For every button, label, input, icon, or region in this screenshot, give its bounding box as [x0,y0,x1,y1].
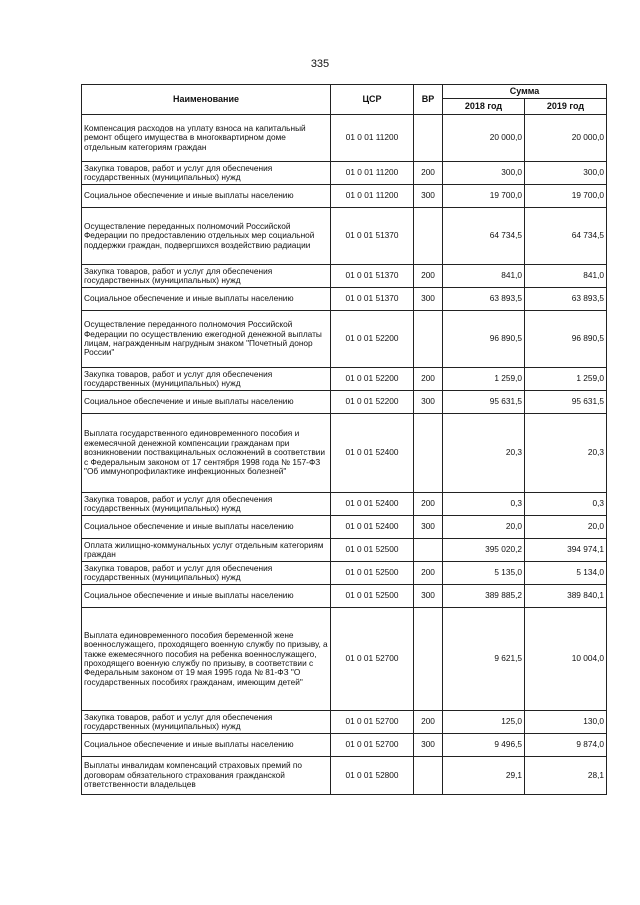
row-name: Социальное обеспечение и иные выплаты населению [82,185,331,208]
row-amount-2018: 20,0 [443,516,525,539]
row-csr-code: 01 0 01 52700 [331,608,414,711]
row-amount-2018: 63 893,5 [443,288,525,311]
row-vr-code: 300 [414,585,443,608]
table-row [82,757,607,795]
row-amount-2019: 841,0 [525,265,607,288]
row-amount-2018: 9 621,5 [443,608,525,711]
row-amount-2019: 130,0 [525,711,607,734]
page-number: 335 [310,58,330,70]
header-sum: Сумма [443,85,607,99]
row-amount-2019: 20 000,0 [525,115,607,162]
row-csr-code: 01 0 01 52700 [331,734,414,757]
budget-table [81,84,607,795]
row-name: Социальное обеспечение и иные выплаты населению [82,516,331,539]
row-name: Социальное обеспечение и иные выплаты населению [82,734,331,757]
table-body [82,115,607,795]
row-name: Закупка товаров, работ и услуг для обеспечения государственных (муниципальных) нужд [82,162,331,185]
table-row [82,539,607,562]
table-row [82,288,607,311]
row-name: Закупка товаров, работ и услуг для обеспечения государственных (муниципальных) нужд [82,562,331,585]
row-amount-2018: 395 020,2 [443,539,525,562]
row-vr-code [414,539,443,562]
header-2018: 2018 год [443,99,525,115]
row-amount-2018: 0,3 [443,493,525,516]
row-amount-2019: 63 893,5 [525,288,607,311]
row-amount-2019: 28,1 [525,757,607,795]
table-row [82,265,607,288]
row-vr-code: 300 [414,516,443,539]
row-amount-2019: 9 874,0 [525,734,607,757]
row-amount-2019: 20,0 [525,516,607,539]
row-amount-2018: 19 700,0 [443,185,525,208]
row-csr-code: 01 0 01 52400 [331,516,414,539]
row-amount-2018: 29,1 [443,757,525,795]
row-vr-code: 300 [414,185,443,208]
row-name: Выплата единовременного пособия беременной жене военнослужащего, проходящего военную службу по призыву, а также ежемесячного пособия на ребенка военнослужащего, проходящего военную службу по призыву, в соответствии с Федеральным законом от 19 мая 1995 года № 81-ФЗ "О государственных пособиях гражданам, имеющим детей" [82,608,331,711]
row-name: Социальное обеспечение и иные выплаты населению [82,391,331,414]
row-name: Социальное обеспечение и иные выплаты населению [82,585,331,608]
row-csr-code: 01 0 01 52400 [331,414,414,493]
row-amount-2019: 64 734,5 [525,208,607,265]
header-vr: ВР [414,85,443,115]
row-amount-2019: 389 840,1 [525,585,607,608]
row-csr-code: 01 0 01 11200 [331,115,414,162]
row-name: Компенсация расходов на уплату взноса на капитальный ремонт общего имущества в многоквартирном доме отдельным категориям граждан [82,115,331,162]
row-amount-2018: 64 734,5 [443,208,525,265]
row-name: Оплата жилищно-коммунальных услуг отдельным категориям граждан [82,539,331,562]
row-name: Закупка товаров, работ и услуг для обеспечения государственных (муниципальных) нужд [82,265,331,288]
row-vr-code [414,757,443,795]
row-name: Социальное обеспечение и иные выплаты населению [82,288,331,311]
row-name: Закупка товаров, работ и услуг для обеспечения государственных (муниципальных) нужд [82,711,331,734]
row-csr-code: 01 0 01 51370 [331,208,414,265]
row-vr-code [414,608,443,711]
table-row [82,734,607,757]
table-row [82,115,607,162]
row-amount-2019: 19 700,0 [525,185,607,208]
row-amount-2019: 0,3 [525,493,607,516]
row-name: Осуществление переданных полномочий Российской Федерации по предоставлению отдельных мер социальной поддержки граждан, подвергшихся воздействию радиации [82,208,331,265]
table-row [82,493,607,516]
row-csr-code: 01 0 01 52500 [331,585,414,608]
table-row [82,414,607,493]
table-row [82,711,607,734]
row-amount-2018: 841,0 [443,265,525,288]
row-vr-code: 300 [414,391,443,414]
row-csr-code: 01 0 01 52800 [331,757,414,795]
row-csr-code: 01 0 01 11200 [331,162,414,185]
row-csr-code: 01 0 01 52700 [331,711,414,734]
table-row [82,608,607,711]
row-csr-code: 01 0 01 52500 [331,539,414,562]
row-vr-code: 300 [414,288,443,311]
row-name: Осуществление переданного полномочия Российской Федерации по осуществлению ежегодной денежной выплаты лицам, награжденным нагрудным знаком "Почетный донор России" [82,311,331,368]
row-amount-2018: 96 890,5 [443,311,525,368]
row-vr-code: 200 [414,265,443,288]
row-csr-code: 01 0 01 52500 [331,562,414,585]
row-amount-2019: 300,0 [525,162,607,185]
row-amount-2018: 1 259,0 [443,368,525,391]
row-vr-code [414,115,443,162]
table-row [82,208,607,265]
row-amount-2019: 5 134,0 [525,562,607,585]
row-amount-2018: 389 885,2 [443,585,525,608]
row-amount-2018: 95 631,5 [443,391,525,414]
row-amount-2018: 20 000,0 [443,115,525,162]
row-amount-2018: 20,3 [443,414,525,493]
header-csr: ЦСР [331,85,414,115]
row-amount-2018: 5 135,0 [443,562,525,585]
row-name: Закупка товаров, работ и услуг для обеспечения государственных (муниципальных) нужд [82,493,331,516]
row-vr-code: 200 [414,493,443,516]
row-amount-2019: 20,3 [525,414,607,493]
table-row [82,162,607,185]
row-vr-code: 200 [414,368,443,391]
table-row [82,368,607,391]
row-amount-2018: 125,0 [443,711,525,734]
table-row [82,585,607,608]
row-vr-code: 200 [414,562,443,585]
table-row [82,562,607,585]
header-2019: 2019 год [525,99,607,115]
table-row [82,311,607,368]
row-vr-code [414,414,443,493]
header-name: Наименование [82,85,331,115]
row-amount-2019: 95 631,5 [525,391,607,414]
row-name: Выплата государственного единовременного пособия и ежемесячной денежной компенсации гражданам при возникновении поствакцинальных осложнений в соответствии с Федеральным законом от 17 сентября 1998 года № 157-ФЗ "Об иммунопрофилактике инфекционных болезней" [82,414,331,493]
row-amount-2019: 394 974,1 [525,539,607,562]
row-amount-2018: 300,0 [443,162,525,185]
row-vr-code: 200 [414,711,443,734]
row-amount-2019: 10 004,0 [525,608,607,711]
row-csr-code: 01 0 01 52200 [331,368,414,391]
table-row [82,185,607,208]
table-row [82,516,607,539]
row-csr-code: 01 0 01 51370 [331,288,414,311]
row-csr-code: 01 0 01 52200 [331,311,414,368]
row-csr-code: 01 0 01 11200 [331,185,414,208]
row-csr-code: 01 0 01 51370 [331,265,414,288]
row-vr-code: 300 [414,734,443,757]
row-csr-code: 01 0 01 52400 [331,493,414,516]
row-name: Выплаты инвалидам компенсаций страховых премий по договорам обязательного страхования гражданской ответственности владельцев [82,757,331,795]
row-amount-2019: 96 890,5 [525,311,607,368]
row-vr-code: 200 [414,162,443,185]
row-vr-code [414,208,443,265]
row-amount-2019: 1 259,0 [525,368,607,391]
row-vr-code [414,311,443,368]
table-row [82,391,607,414]
row-csr-code: 01 0 01 52200 [331,391,414,414]
row-name: Закупка товаров, работ и услуг для обеспечения государственных (муниципальных) нужд [82,368,331,391]
row-amount-2018: 9 496,5 [443,734,525,757]
